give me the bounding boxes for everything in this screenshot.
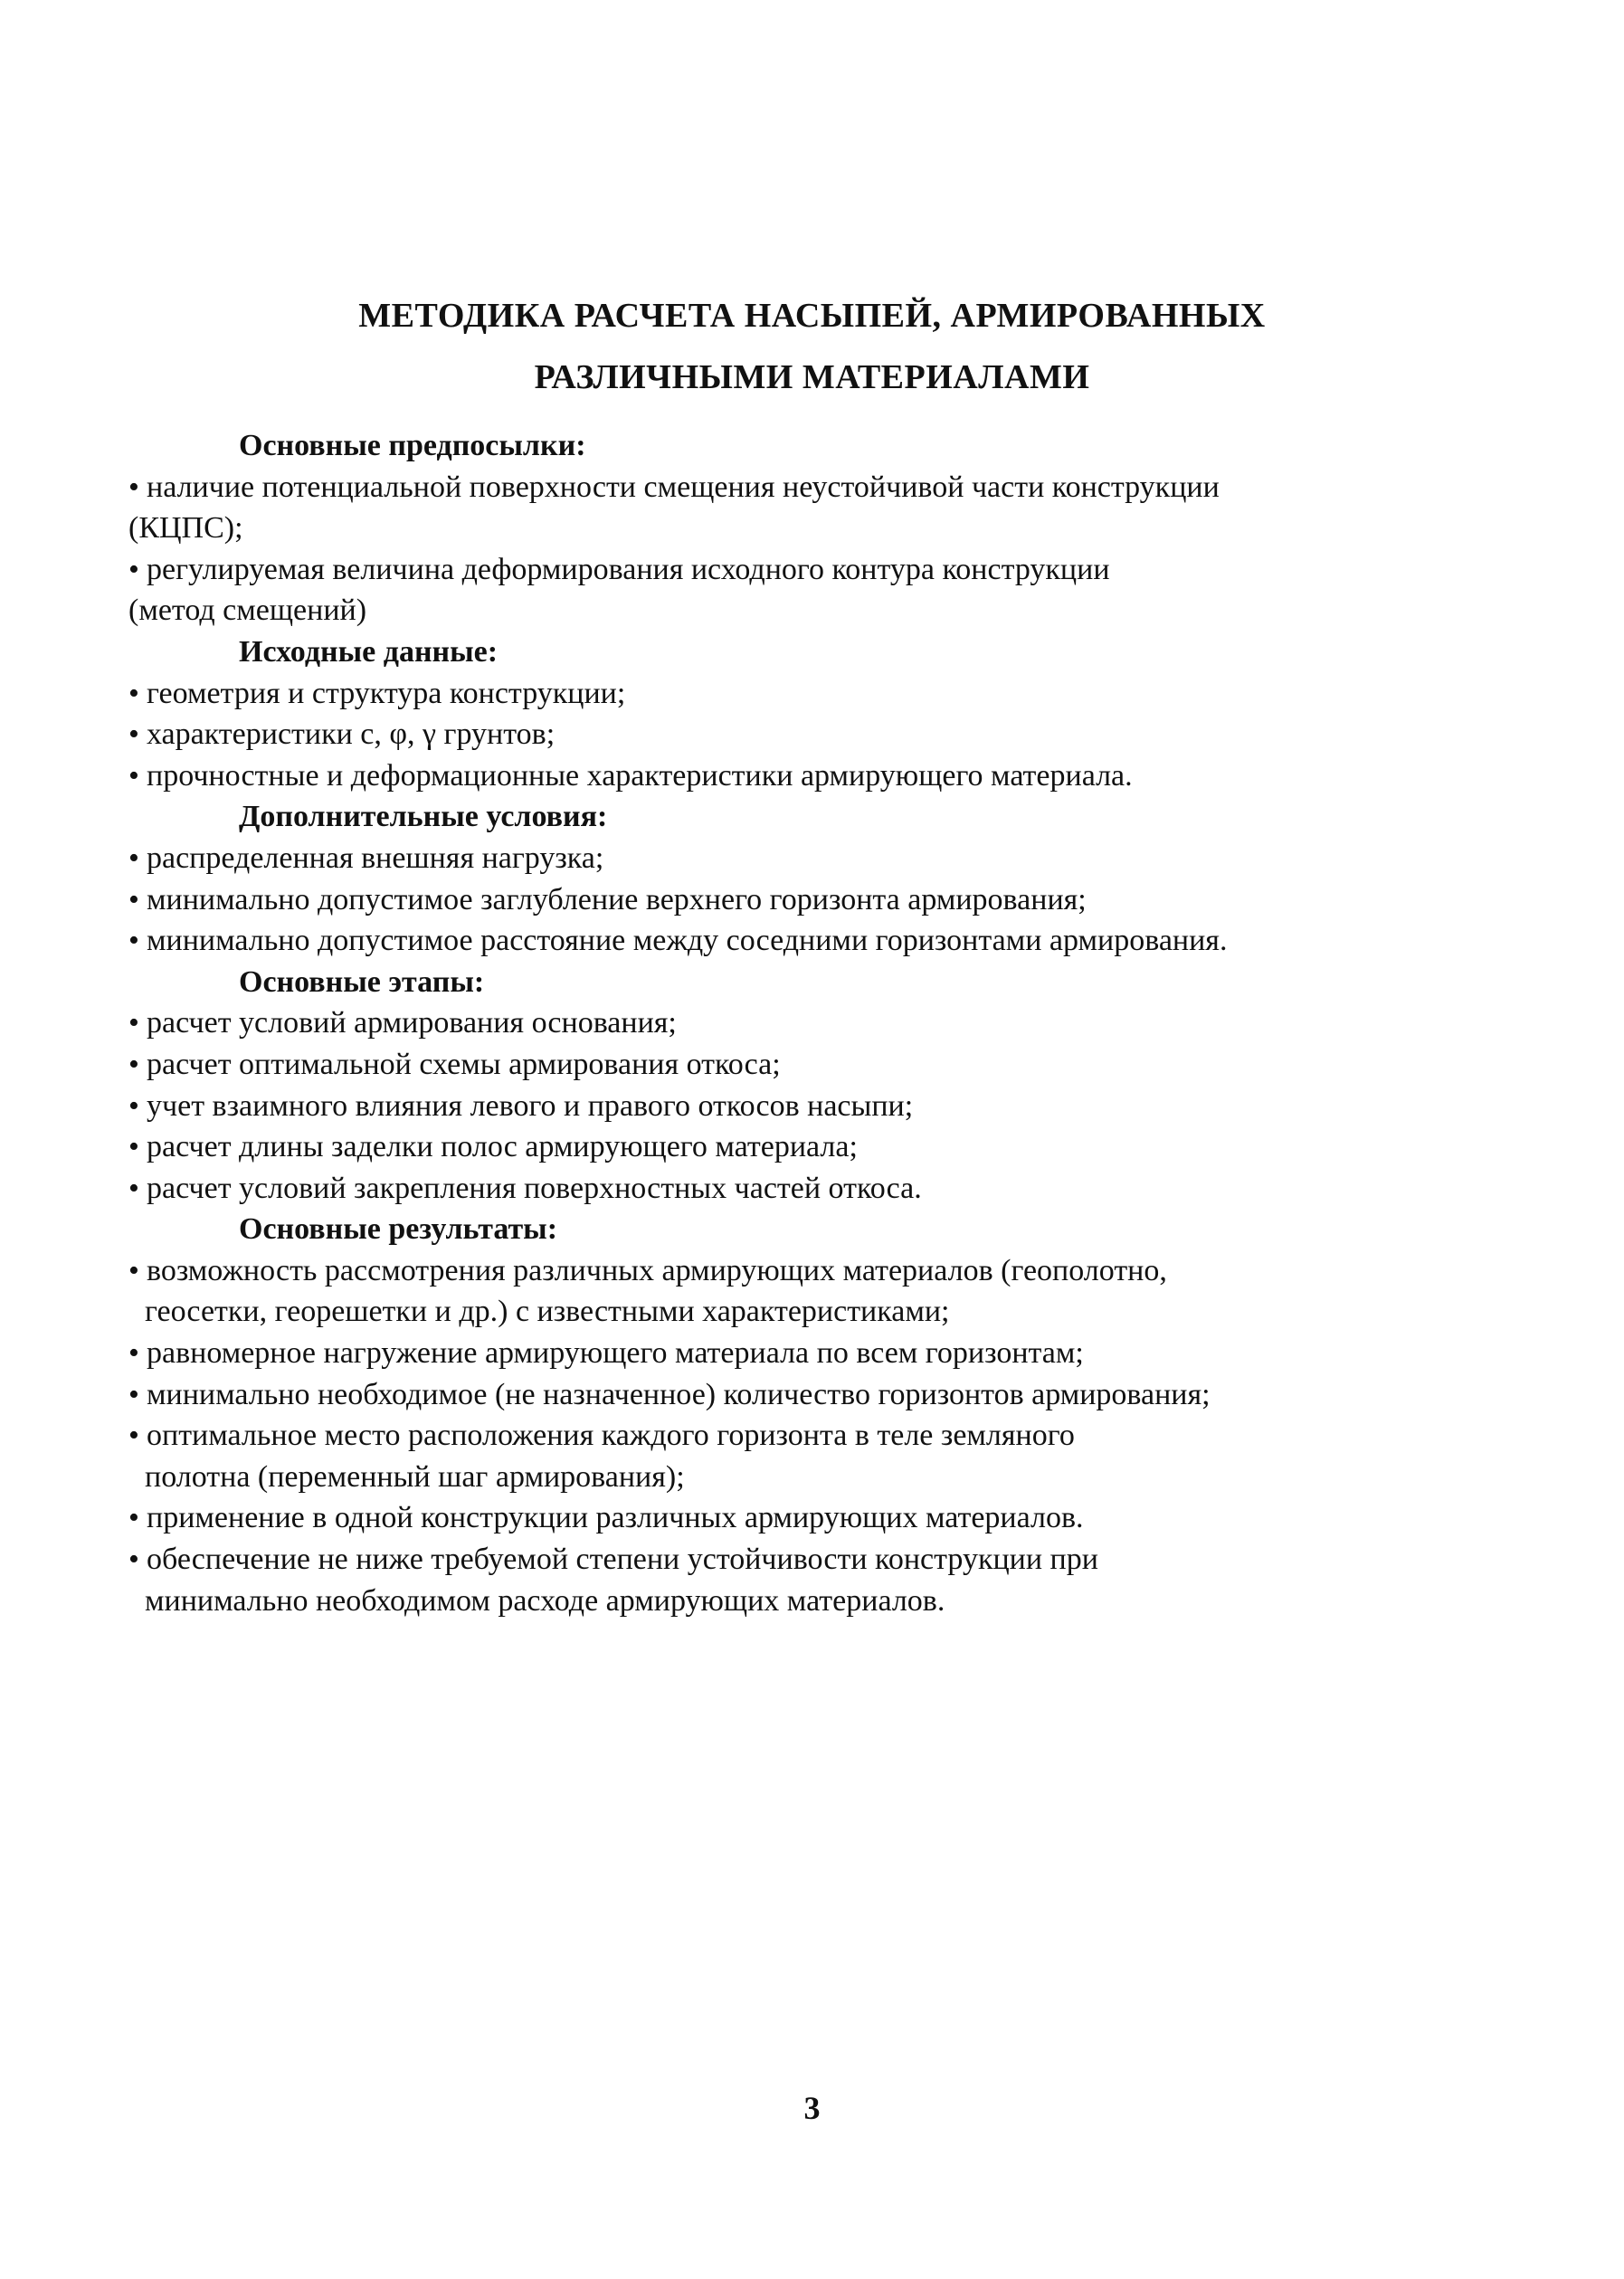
list-item-continuation: минимально необходимом расходе армирующих материалов. <box>145 1583 945 1618</box>
bullet: • <box>128 1253 139 1287</box>
heading-input-data: Исходные данные: <box>239 634 499 669</box>
list-item-text: расчет условий армирования основания; <box>147 1006 677 1040</box>
list-item <box>128 879 1377 921</box>
list-item <box>128 755 1377 797</box>
list-item <box>128 1333 1377 1374</box>
list-item-text: минимально допустимое расстояние между соседними горизонтами армирования. <box>147 924 1228 958</box>
bullet: • <box>128 1047 139 1081</box>
bullet: • <box>128 1171 139 1205</box>
list-item-text: равномерное нагружение армирующего материала по всем горизонтам; <box>147 1336 1084 1371</box>
list-item-text: распределенная внешняя нагрузка; <box>147 840 604 875</box>
bullet: • <box>128 1543 139 1577</box>
heading-prerequisites: Основные предпосылки: <box>239 429 586 462</box>
list-item <box>128 1044 1377 1086</box>
bullet: • <box>128 758 139 793</box>
bullet: • <box>128 840 139 875</box>
bullet: • <box>128 1006 139 1040</box>
list-item <box>128 1374 1377 1416</box>
list-item <box>128 549 1377 591</box>
list-item-text: расчет длины заделки полос армирующего материала; <box>147 1130 858 1164</box>
list-item-text: применение в одной конструкции различных армирующих материалов. <box>147 1501 1084 1535</box>
list-item-continuation: (КЦПС); <box>128 511 243 546</box>
bullet: • <box>128 1088 139 1123</box>
list-item-continuation: (метод смещений) <box>128 593 367 628</box>
bullet: • <box>128 1501 139 1535</box>
list-item <box>128 1415 1377 1457</box>
list-item <box>128 1126 1377 1168</box>
list-item <box>128 1539 1377 1581</box>
list-item-text: прочностные и деформационные характеристики армирующего материала. <box>147 758 1133 793</box>
list-item-text: обеспечение не ниже требуемой степени устойчивости конструкции при <box>147 1543 1098 1577</box>
bullet: • <box>128 1336 139 1371</box>
document-body <box>128 425 1377 1621</box>
title-line-1: МЕТОДИКА РАСЧЕТА НАСЫПЕЙ, АРМИРОВАННЫХ <box>358 297 1266 335</box>
page-number: 3 <box>803 2090 821 2126</box>
bullet: • <box>128 717 139 752</box>
list-item <box>128 1168 1377 1210</box>
list-item-text: расчет оптимальной схемы армирования откоса; <box>147 1047 781 1081</box>
list-item-text: учет взаимного влияния левого и правого откосов насыпи; <box>147 1088 914 1123</box>
list-item-text: наличие потенциальной поверхности смещения неустойчивой части конструкции <box>147 470 1220 504</box>
list-item <box>128 1250 1377 1292</box>
list-item-continuation: геосетки, георешетки и др.) с известными характеристиками; <box>145 1295 950 1329</box>
list-item <box>128 673 1377 715</box>
list-item-text: геометрия и структура конструкции; <box>147 676 626 710</box>
bullet: • <box>128 1377 139 1411</box>
list-item-continuation: полотна (переменный шаг армирования); <box>145 1459 685 1494</box>
list-item <box>128 838 1377 879</box>
list-item <box>128 920 1377 962</box>
list-item-text: минимально допустимое заглубление верхнего горизонта армирования; <box>147 882 1087 916</box>
list-item <box>128 714 1377 755</box>
list-item <box>128 1002 1377 1044</box>
title-line-2: РАЗЛИЧНЫМИ МАТЕРИАЛАМИ <box>534 358 1090 396</box>
heading-main-stages: Основные этапы: <box>239 964 485 999</box>
list-item-text: оптимальное место расположения каждого горизонта в теле земляного <box>147 1419 1075 1453</box>
list-item-text: расчет условий закрепления поверхностных частей откоса. <box>147 1171 922 1205</box>
bullet: • <box>128 470 139 504</box>
list-item <box>128 467 1377 508</box>
bullet: • <box>128 924 139 958</box>
bullet: • <box>128 882 139 916</box>
list-item-text: минимально необходимое (не назначенное) количество горизонтов армирования; <box>147 1377 1211 1411</box>
bullet: • <box>128 676 139 710</box>
list-item-text: возможность рассмотрения различных армирующих материалов (геополотно, <box>147 1253 1167 1287</box>
list-item-text: регулируемая величина деформирования исходного контура конструкции <box>147 552 1110 586</box>
list-item <box>128 1086 1377 1127</box>
bullet: • <box>128 1130 139 1164</box>
list-item-text: характеристики c, φ, γ грунтов; <box>147 717 556 752</box>
heading-additional-conditions: Дополнительные условия: <box>239 800 608 834</box>
list-item <box>128 1497 1377 1539</box>
bullet: • <box>128 1419 139 1453</box>
heading-main-results: Основные результаты: <box>239 1212 558 1247</box>
bullet: • <box>128 552 139 586</box>
